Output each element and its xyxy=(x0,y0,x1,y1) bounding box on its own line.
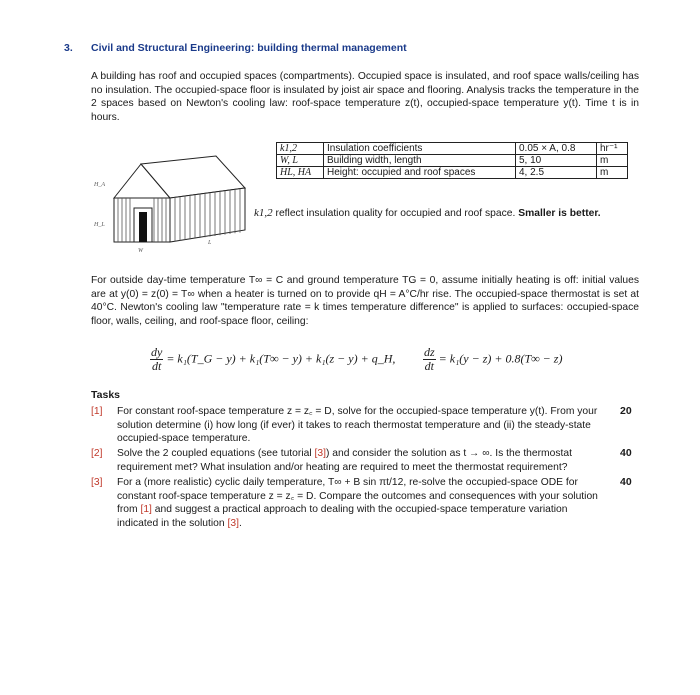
task-2-text-a: Solve the 2 coupled equations (see tutorial xyxy=(117,448,315,459)
param-unit: m xyxy=(597,167,628,179)
insulation-note xyxy=(254,207,601,219)
equation-occupied xyxy=(150,346,395,373)
eq2-numerator: dz xyxy=(424,345,435,359)
task-2-number: [2] xyxy=(91,448,103,459)
label-l: L xyxy=(208,240,212,246)
param-description: Building width, length xyxy=(324,155,516,167)
note-emphasis: Smaller is better. xyxy=(518,208,601,219)
label-w: W xyxy=(138,248,143,254)
param-unit: m xyxy=(597,155,628,167)
label-ha: H_A xyxy=(94,182,105,188)
eq1-denominator: dt xyxy=(151,359,162,373)
eq2-rhs: = k₁(y − z) + 0.8(T∞ − z) xyxy=(438,351,563,366)
note-text: reflect insulation quality for occupied and roof space. xyxy=(275,208,516,219)
table-row xyxy=(277,155,628,167)
conditions-paragraph: For outside day-time temperature T∞ = C and ground temperature TG = 0, assume initially heating is off: initial values are at y(0) = z(0) = T∞ when a heater is turned on to provide qH = A°C/hr rise. The occupied-space thermostat is set at 40°C. Newton's cooling law "temperature rate = k times temperature difference" is applied to surfaces: occupied-space floor, walls, ceiling, and roof-space floor, ceiling: xyxy=(91,275,639,327)
side-wall xyxy=(170,188,245,242)
parameter-table xyxy=(276,142,628,179)
note-symbol: k1,2 xyxy=(254,207,273,219)
table-row xyxy=(277,167,628,179)
task-1-ref[interactable]: [1] xyxy=(140,504,152,516)
task-3-text-b: and suggest a practical approach to dealing with the occupied-space temperature variation indicated in the solution xyxy=(117,504,568,529)
task-2-text-b: ) and consider the solution as t → ∞. Is the thermostat requirement met? What insulation and/or heating are required to meet the thermostat requirement? xyxy=(117,448,572,473)
task-3-text xyxy=(117,476,607,530)
task-3-number: [3] xyxy=(91,477,103,488)
task-2-points: 40 xyxy=(620,447,632,459)
task-2-text xyxy=(117,447,607,474)
param-symbol: HL, HA xyxy=(277,167,324,179)
label-hl: H_L xyxy=(94,222,105,228)
task-3-ref[interactable]: [3] xyxy=(227,517,239,529)
task-3-text-c: . xyxy=(238,517,242,529)
task-3-points: 40 xyxy=(620,476,632,488)
param-value: 0.05 × A, 0.8 xyxy=(516,143,597,155)
eq1-rhs: = k₁(T_G − y) + k₁(T∞ − y) + k₁(z − y) + q_H, xyxy=(166,351,396,366)
question-number: 3. xyxy=(64,42,73,54)
tutorial-ref[interactable]: [3] xyxy=(314,448,326,459)
param-symbol: k1,2 xyxy=(277,143,324,155)
param-symbol: W, L xyxy=(277,155,324,167)
param-value: 4, 2.5 xyxy=(516,167,597,179)
eq2-denominator: dt xyxy=(424,359,434,373)
eq1-numerator: dy xyxy=(151,345,163,359)
param-unit: hr⁻¹ xyxy=(597,143,628,155)
table-row xyxy=(277,143,628,155)
param-description: Insulation coefficients xyxy=(324,143,516,155)
tasks-heading: Tasks xyxy=(91,389,120,401)
building-diagram xyxy=(90,148,270,254)
param-description: Height: occupied and roof spaces xyxy=(324,167,516,179)
door xyxy=(139,212,147,242)
param-value: 5, 10 xyxy=(516,155,597,167)
equation-roof xyxy=(423,346,562,373)
task-1-text: For constant roof-space temperature z = z꜀ = D, solve for the occupied-space temperature y(t). From your solution determine (i) how long (if ever) it takes to reach thermostat temperature and (ii) the steady-state occupied-space temperature. xyxy=(117,406,598,445)
task-3-text-a: For a (more realistic) cyclic daily temperature, T∞ + B sin πt/12, re-solve the occupied-space ODE for constant roof-space temperature z = z꜀ = D. Compare the outcomes and consequences with your solution from xyxy=(117,477,598,516)
derivative-dy-dt xyxy=(150,346,163,373)
question-title: Civil and Structural Engineering: building thermal management xyxy=(91,42,407,54)
task-1-number: [1] xyxy=(91,406,103,417)
intro-paragraph: A building has roof and occupied spaces (compartments). Occupied space is insulated, and roof space walls/ceiling has no insulation. The occupied-space floor is insulated by joist air space and flooring. Analysis tracks the temperature in the 2 spaces based on Newton's cooling law: roof-space temperature z(t), occupied-space temperature y(t). Time t is in hours. xyxy=(91,71,639,123)
task-1-points: 20 xyxy=(620,405,632,417)
derivative-dz-dt xyxy=(423,346,436,373)
